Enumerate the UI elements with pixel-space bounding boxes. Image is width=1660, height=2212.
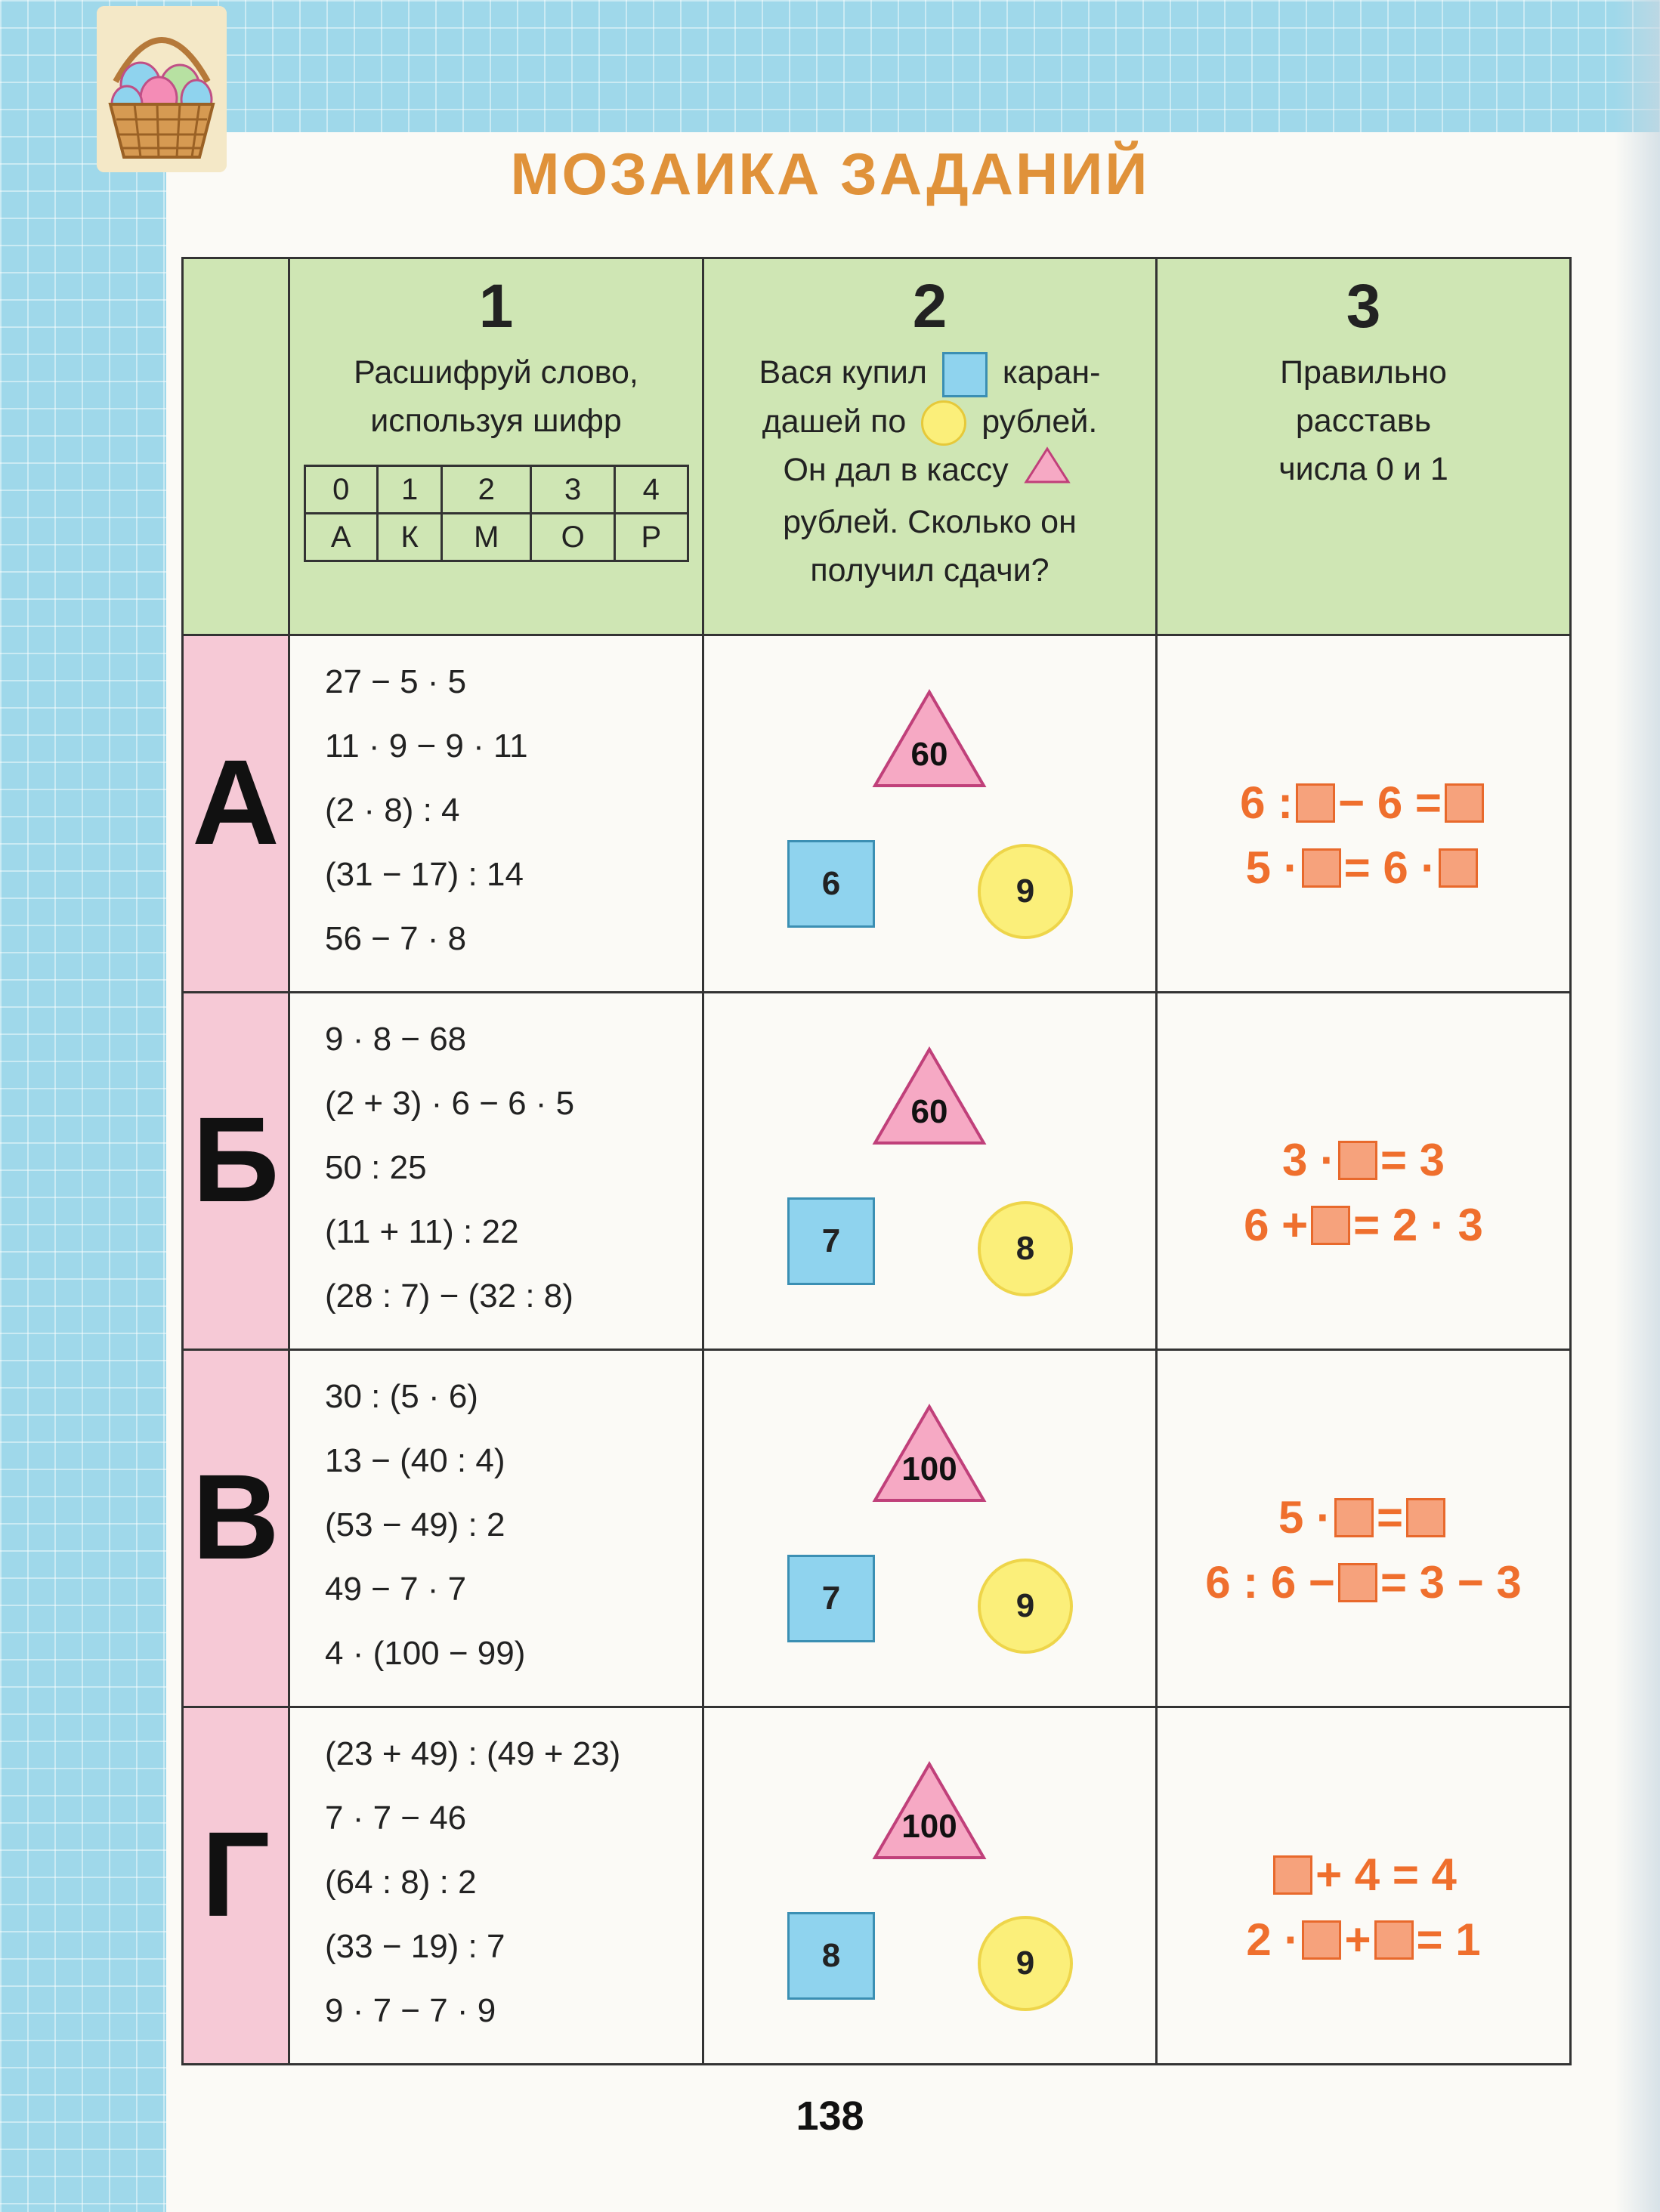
row-letter: Г [201,1806,270,1942]
task-1-number: 1 [478,272,514,341]
task-2-text-fragment: каран- [1002,354,1101,391]
expression: (31 − 17) : 14 [325,856,524,893]
cipher-digit: 4 [615,466,688,514]
figures-cell [703,1350,1157,1707]
equation-part: = 2 · 3 [1353,1200,1483,1250]
equations-cell [1157,635,1571,993]
equations-cell [1157,1707,1571,2065]
circle-figure: 8 [978,1201,1073,1296]
task-2-text-line [704,446,1155,498]
expression: (33 − 19) : 7 [325,1928,505,1965]
task-2-header [703,258,1157,635]
triangle-value: 100 [901,1808,957,1845]
left-background-strip [0,0,166,2212]
task-1-text-line: используя шифр [370,403,622,439]
row-letter: А [192,734,280,870]
expression: (2 + 3) · 6 − 6 · 5 [325,1085,575,1122]
equation [1158,1908,1569,1973]
expression: 4 · (100 − 99) [325,1635,526,1672]
cipher-letter: А [304,514,377,561]
row-b [183,993,1571,1350]
corner-cell [183,258,289,635]
equation [1158,1485,1569,1550]
equations-cell [1157,993,1571,1350]
equation-part: 6 + [1244,1200,1309,1250]
task-2-text [704,348,1155,595]
blank-box [1445,783,1484,823]
cipher-letter: О [531,514,615,561]
row-letter-cell [183,1350,289,1707]
blank-box [1302,848,1341,888]
page-title: МОЗАИКА ЗАДАНИЙ [510,141,1150,207]
task-3-text-line: числа 0 и 1 [1278,451,1448,487]
cipher-table [304,465,689,562]
triangle-figure [872,689,987,789]
cipher-letters-row [304,514,688,561]
expression: (28 : 7) − (32 : 8) [325,1277,573,1315]
equation-part: 5 · [1245,842,1299,893]
square-figure: 6 [787,840,875,928]
equation [1158,771,1569,836]
square-figure: 8 [787,1912,875,2000]
cipher-letter: К [377,514,441,561]
figures-cell [703,993,1157,1350]
task-3-text-line: Правильно [1280,354,1447,391]
expression: (2 · 8) : 4 [325,792,460,829]
circle-symbol-icon [921,400,966,446]
blank-box [1273,1855,1312,1895]
triangle-value: 60 [910,736,948,773]
triangle-figure [872,1761,987,1861]
cipher-letter: Р [615,514,688,561]
square-figure: 7 [787,1197,875,1285]
task-1-text [290,348,702,445]
expression: (23 + 49) : (49 + 23) [325,1735,621,1772]
blank-box [1296,783,1335,823]
blank-box [1311,1206,1350,1245]
figures-cell [703,635,1157,993]
cipher-letter: М [442,514,531,561]
expressions-cell [289,635,703,993]
row-g [183,1707,1571,2065]
expression: 27 − 5 · 5 [325,663,467,700]
circle-figure: 9 [978,844,1073,939]
task-3-text-line: расставь [1295,403,1432,439]
equation [1158,836,1569,901]
equation-part: = 1 [1416,1914,1481,1965]
expression: 49 − 7 · 7 [325,1571,467,1608]
expression: 13 − (40 : 4) [325,1442,505,1479]
row-letter-cell [183,993,289,1350]
triangle-value: 60 [910,1093,948,1130]
blank-box [1334,1498,1374,1537]
expression: (53 − 49) : 2 [325,1506,505,1543]
expression: (11 + 11) : 22 [325,1213,519,1250]
top-background-strip [0,0,1660,132]
task-2-text-line: рублей. Сколько он [783,503,1077,540]
expression: 50 : 25 [325,1149,427,1186]
triangle-figure [872,1404,987,1503]
equation-part: = 3 − 3 [1380,1557,1522,1608]
blank-box [1406,1498,1445,1537]
page-number: 138 [796,2093,864,2139]
cipher-digit: 1 [377,466,441,514]
task-3-text [1158,348,1569,493]
page-edge-shadow [1615,0,1660,2212]
equations-cell [1157,1350,1571,1707]
equation-part: + 4 = 4 [1315,1849,1457,1900]
equation-part: 6 : [1240,777,1294,828]
equation [1158,1193,1569,1258]
task-3-header [1157,258,1571,635]
row-v [183,1350,1571,1707]
triangle-figure [872,1046,987,1146]
task-1-text-line: Расшифруй слово, [354,354,638,391]
task-3-number: 3 [1346,272,1381,341]
expressions-cell [289,1707,703,2065]
task-1-header [289,258,703,635]
equation [1158,1550,1569,1615]
equation-part: = 3 [1380,1135,1445,1185]
figures-cell [703,1707,1157,2065]
equation [1158,1843,1569,1908]
equation-part: = [1376,1492,1404,1543]
equation-part: + [1344,1914,1371,1965]
expression: 11 · 9 − 9 · 11 [325,728,528,765]
expressions-cell [289,993,703,1350]
task-2-text-fragment: Он дал в кассу [783,452,1009,489]
blank-box [1302,1920,1341,1960]
task-2-text-line [704,397,1155,446]
row-letter: Б [192,1092,280,1227]
cipher-digit: 3 [531,466,615,514]
equation [1158,1128,1569,1193]
row-a [183,635,1571,993]
expression: 30 : (5 · 6) [325,1378,478,1415]
header-row [183,258,1571,635]
expression: 7 · 7 − 46 [325,1800,467,1837]
row-letter-cell [183,1707,289,2065]
equation-part: 5 · [1278,1492,1331,1543]
circle-figure: 9 [978,1916,1073,2011]
circle-figure: 9 [978,1559,1073,1654]
expression: 9 · 8 − 68 [325,1021,467,1058]
blank-box [1439,848,1478,888]
expression: (64 : 8) : 2 [325,1864,477,1901]
expressions-cell [289,1350,703,1707]
task-2-text-fragment: Вася купил [759,354,928,391]
expression: 56 − 7 · 8 [325,920,467,957]
row-letter: В [192,1449,280,1584]
square-symbol-icon [942,352,988,397]
task-2-text-fragment: рублей. [981,403,1098,440]
equation-part: 6 : 6 − [1205,1557,1335,1608]
task-2-number: 2 [912,272,947,341]
blank-box [1374,1920,1414,1960]
square-figure: 7 [787,1555,875,1642]
task-mosaic-table [181,257,1572,2065]
equation-part: = 6 · [1343,842,1436,893]
expression: 9 · 7 − 7 · 9 [325,1992,496,2029]
blank-box [1338,1563,1377,1602]
task-2-text-line: получил сдачи? [810,551,1049,589]
task-2-text-fragment: дашей по [762,403,907,440]
equation-part: − 6 = [1338,777,1442,828]
cipher-digit: 0 [304,466,377,514]
triangle-symbol-icon [1024,446,1071,498]
task-2-text-line [704,348,1155,397]
triangle-value: 100 [901,1450,957,1488]
equation-part: 3 · [1281,1135,1335,1185]
row-letter-cell [183,635,289,993]
equation-part: 2 · [1246,1914,1300,1965]
cipher-digits-row [304,466,688,514]
blank-box [1338,1141,1377,1180]
cipher-digit: 2 [442,466,531,514]
